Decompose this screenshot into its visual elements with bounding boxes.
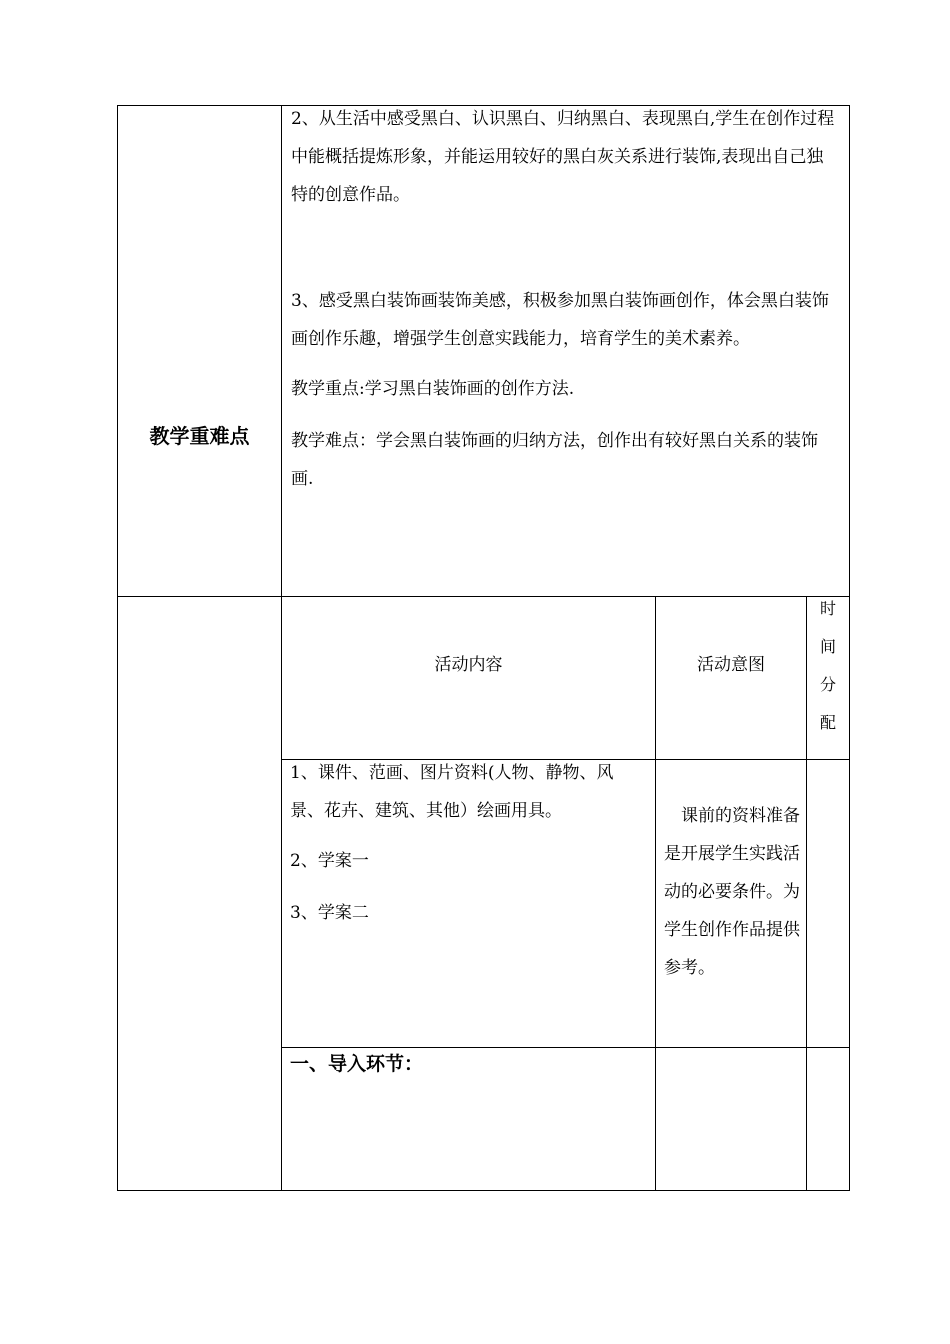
paragraph-goal-3: 3、感受黑白装饰画装饰美感，积极参加黑白装饰画创作，体会黑白装饰画创作乐趣，增强学生创意实践能力，培育学生的美术素养。 [291, 291, 829, 349]
spacer [291, 408, 839, 422]
spacer [291, 214, 839, 282]
table-border-right [849, 105, 850, 1191]
time-char: 时 [819, 599, 836, 618]
prep-item: 1、课件、范画、图片资料(人物、静物、风景、花卉、建筑、其他）绘画用具。 [290, 763, 614, 821]
time-char: 配 [819, 713, 836, 732]
prep-item: 3、学案二 [290, 903, 369, 923]
paragraph-goal-2: 2、从生活中感受黑白、认识黑白、归纳黑白、表现黑白,学生在创作过程中能概括提炼形象，并能运用较好的黑白灰关系进行装饰,表现出自己独特的创意作品。 [291, 109, 835, 205]
prep-items [290, 754, 646, 932]
time-char: 间 [819, 637, 836, 656]
spacer [291, 358, 839, 370]
header-time-allocation [807, 590, 849, 742]
intro-heading: 一、导入环节： [290, 1053, 424, 1075]
section-label: 教学重难点 [149, 424, 250, 448]
spacer [290, 880, 646, 894]
table-border-bottom [117, 1190, 850, 1191]
paragraph-difficulty: 教学难点：学会黑白装饰画的归纳方法，创作出有较好黑白关系的装饰画. [291, 431, 818, 489]
prep-intent: 课前的资料准备是开展学生实践活动的必要条件。为学生创作作品提供参考。 [664, 806, 800, 978]
spacer [290, 830, 646, 842]
time-char: 分 [819, 675, 836, 694]
table-border-left [117, 105, 118, 1191]
intent-column-divider [655, 596, 656, 1191]
header-activity-intent: 活动意图 [697, 655, 765, 675]
header-activity-content: 活动内容 [434, 655, 503, 675]
paragraph-key-point: 教学重点:学习黑白装饰画的创作方法. [291, 379, 575, 399]
section-divider [117, 596, 850, 597]
prep-row-bottom [281, 1047, 850, 1048]
prep-item: 2、学案一 [290, 851, 369, 871]
section-content [291, 100, 839, 498]
